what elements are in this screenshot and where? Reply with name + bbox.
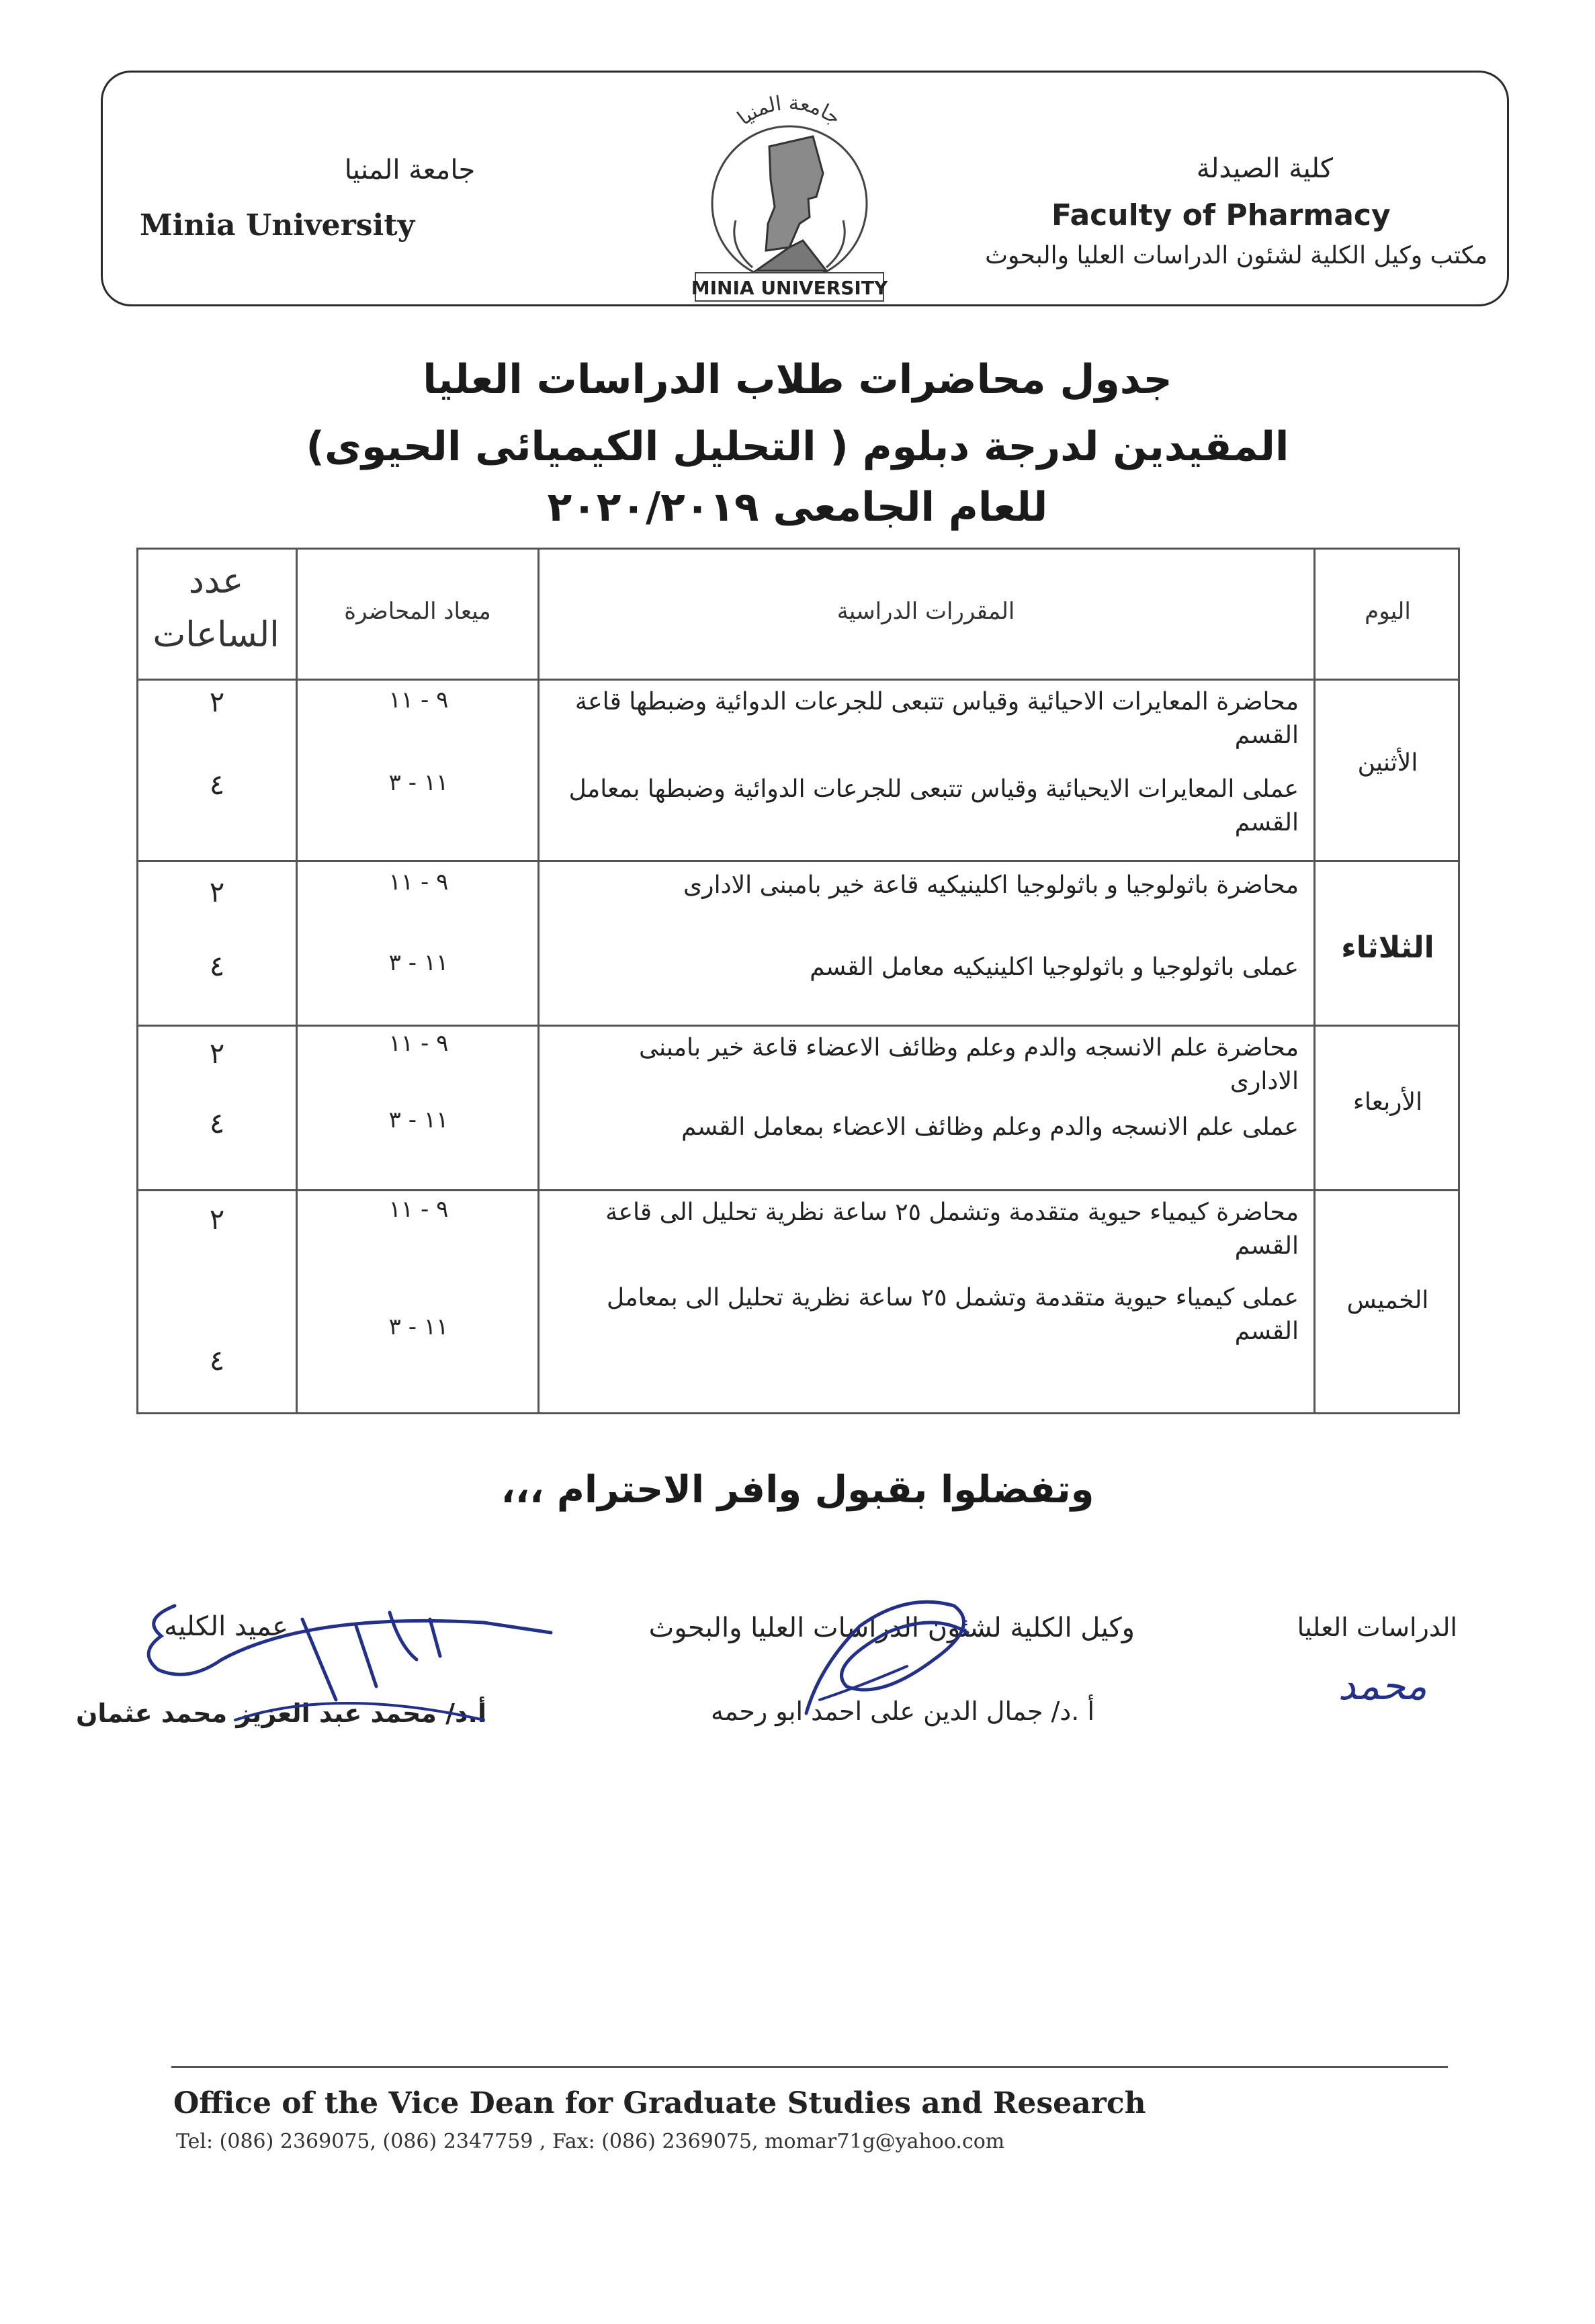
time-tuesday-practical: ١١ - ٣ — [388, 949, 449, 976]
course-wednesday-practical: عملى علم الانسجه والدم وعلم وظائف الاعضاء بمعامل القسم — [681, 1113, 1299, 1141]
vice-dean-signature — [779, 1586, 994, 1720]
footer-rule — [171, 2066, 1448, 2068]
vice-dean-title: وكيل الكلية لشئون الدراسات العليا والبحوث — [648, 1612, 1135, 1643]
hours-wednesday-practical: ٤ — [209, 1107, 225, 1139]
footer-contact: Tel: (086) 2369075, (086) 2347759 , Fax: (086) 2369075, momar71g@yahoo.com — [176, 2130, 1005, 2153]
hours-wednesday-lecture: ٢ — [209, 1037, 225, 1070]
schedule-title-line2: المقيدين لدرجة دبلوم ( التحليل الكيميائى الحيوى) — [306, 423, 1289, 470]
time-thursday-practical: ١١ - ٣ — [388, 1314, 449, 1340]
header-day: اليوم — [1365, 598, 1411, 625]
course-monday-lecture: محاضرة المعايرات الاحيائية وقياس تتبعى للجرعات الدوائية وضبطها قاعة القسم — [574, 688, 1299, 749]
vice-dean-name: أ .د/ جمال الدين على احمد ابو رحمه — [711, 1696, 1094, 1726]
header-hours-line2: الساعات — [153, 615, 279, 655]
course-monday-practical: عملى المعايرات الايحيائية وقياس تتبعى للجرعات الدوائية وضبطها بمعامل القسم — [568, 775, 1299, 836]
course-tuesday-practical: عملى باثولوجيا و باثولوجيا اكلينيكيه معامل القسم — [810, 953, 1299, 981]
office-name-ar: مكتب وكيل الكلية لشئون الدراسات العليا والبحوث — [985, 242, 1488, 269]
time-tuesday-lecture: ٩ - ١١ — [388, 869, 449, 896]
time-thursday-lecture: ٩ - ١١ — [388, 1196, 449, 1223]
schedule-title-line1: جدول محاضرات طلاب الدراسات العليا — [423, 356, 1172, 403]
day-monday: الأثنين — [1357, 749, 1418, 777]
hours-thursday-practical: ٤ — [209, 1344, 225, 1377]
time-wednesday-practical: ١١ - ٣ — [388, 1107, 449, 1133]
grad-studies-title: الدراسات العليا — [1297, 1612, 1457, 1642]
hours-thursday-lecture: ٢ — [209, 1203, 225, 1236]
day-wednesday: الأربعاء — [1352, 1088, 1423, 1116]
course-tuesday-lecture: محاضرة باثولوجيا و باثولوجيا اكلينيكيه قاعة خير بامبنى الادارى — [683, 871, 1299, 899]
schedule-title-line3: للعام الجامعى ٢٠٢٠/٢٠١٩ — [547, 484, 1048, 531]
header-courses: المقررات الدراسية — [836, 598, 1015, 625]
course-thursday-lecture: محاضرة كيمياء حيوية متقدمة وتشمل ٢٥ ساعة نظرية تحليل الى قاعة القسم — [605, 1199, 1299, 1260]
dean-title: عميد الكليه — [164, 1611, 288, 1642]
university-name-en: Minia University — [140, 208, 415, 243]
university-logo — [689, 79, 890, 304]
university-name-ar: جامعة المنيا — [344, 155, 476, 185]
svg-text:جامعة المنيا: جامعة المنيا — [733, 91, 845, 130]
header-hours-line1: عدد — [188, 561, 244, 601]
hours-monday-lecture: ٢ — [209, 685, 225, 718]
time-monday-lecture: ٩ - ١١ — [388, 687, 449, 714]
dean-signature — [134, 1586, 571, 1733]
day-thursday: الخميس — [1346, 1287, 1429, 1314]
schedule-table — [136, 548, 1460, 1414]
faculty-name-en: Faculty of Pharmacy — [1051, 198, 1391, 232]
hours-monday-practical: ٤ — [209, 768, 225, 801]
closing-remark: وتفضلوا بقبول وافر الاحترام ،،، — [501, 1468, 1094, 1512]
course-wednesday-lecture: محاضرة علم الانسجه والدم وعلم وظائف الاعضاء قاعة خير بامبنى الادارى — [639, 1034, 1299, 1095]
time-monday-practical: ١١ - ٣ — [388, 769, 449, 796]
dean-name: أ.د/ محمد عبد العزيز محمد عثمان — [75, 1698, 486, 1728]
svg-text:MINIA UNIVERSITY: MINIA UNIVERSITY — [691, 277, 888, 299]
header-time: ميعاد المحاضرة — [344, 598, 491, 625]
course-thursday-practical: عملى كيمياء حيوية متقدمة وتشمل ٢٥ ساعة نظرية تحليل الى بمعامل القسم — [606, 1284, 1299, 1345]
hours-tuesday-practical: ٤ — [209, 949, 225, 982]
time-wednesday-lecture: ٩ - ١١ — [388, 1030, 449, 1057]
faculty-name-ar: كلية الصيدلة — [1196, 153, 1333, 184]
nefertiti-emblem-icon — [689, 79, 890, 304]
grad-studies-initials: محمد — [1338, 1663, 1427, 1709]
footer-office: Office of the Vice Dean for Graduate Studies and Research — [173, 2086, 1146, 2120]
hours-tuesday-lecture: ٢ — [209, 875, 225, 908]
day-tuesday: الثلاثاء — [1341, 931, 1434, 965]
